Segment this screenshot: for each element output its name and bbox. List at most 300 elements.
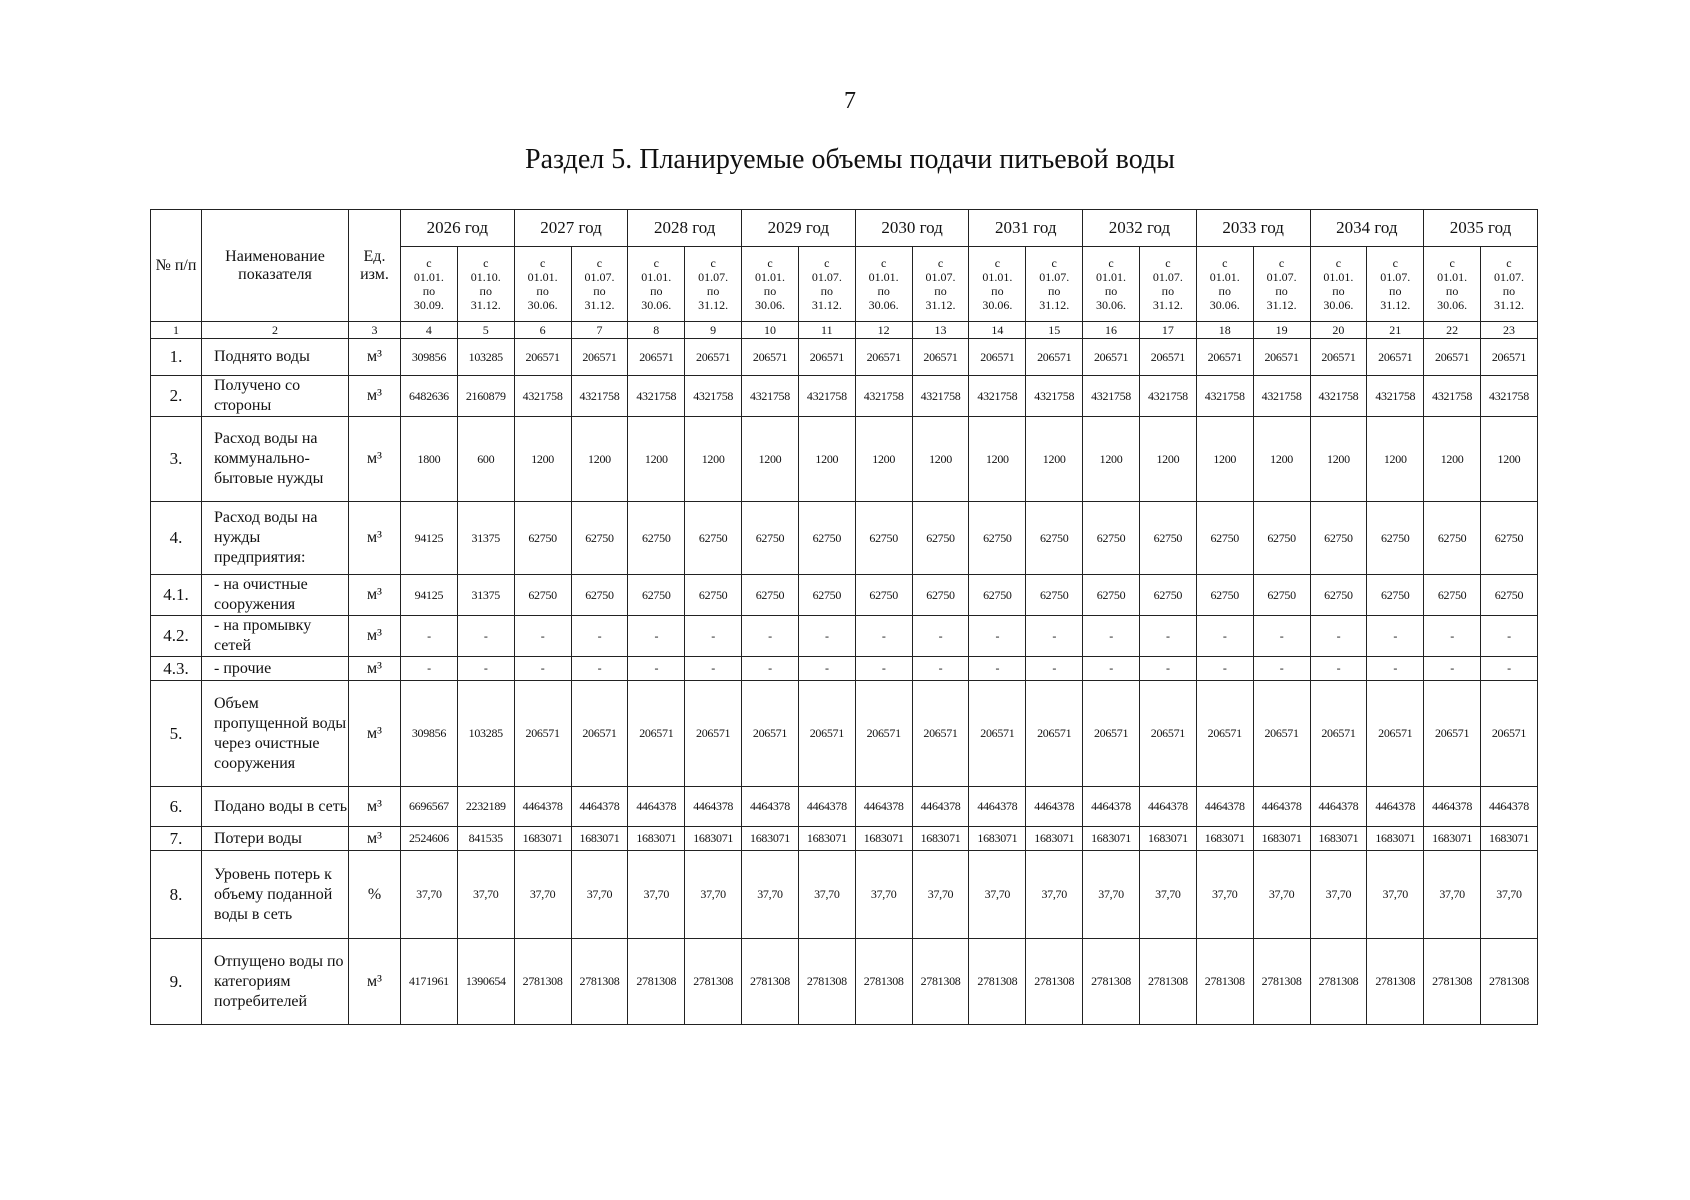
period-line: 30.06.	[982, 298, 1013, 312]
header-period	[514, 247, 571, 322]
row-name: Отпущено воды по категориям потребителей	[202, 939, 349, 1025]
row-value: 37,70	[969, 851, 1026, 939]
row-value: 2781308	[1481, 939, 1538, 1025]
row-value: 62750	[1424, 502, 1481, 575]
row-value: 37,70	[912, 851, 969, 939]
period-lines	[1197, 256, 1253, 312]
header-year: 2033 год	[1196, 210, 1310, 247]
column-number: 4	[401, 322, 458, 339]
row-number: 2.	[151, 376, 202, 417]
row-value: 4464378	[1424, 787, 1481, 827]
row-value: 206571	[1026, 339, 1083, 376]
row-value: 206571	[1253, 681, 1310, 787]
row-value: 1683071	[1310, 827, 1367, 851]
period-line: 01.01.	[413, 270, 444, 284]
row-name: - на очистные сооружения	[202, 575, 349, 616]
row-value: 62750	[1196, 575, 1253, 616]
period-line: 01.01.	[1209, 270, 1240, 284]
column-number: 13	[912, 322, 969, 339]
header-period	[912, 247, 969, 322]
table-row	[151, 376, 1538, 417]
period-line: 30.06.	[1437, 298, 1468, 312]
period-line: по	[422, 284, 436, 298]
page-number: 7	[844, 88, 856, 114]
period-lines	[1254, 256, 1310, 312]
period-line: 01.07.	[1380, 270, 1411, 284]
header-year: 2031 год	[969, 210, 1083, 247]
row-value: -	[1424, 657, 1481, 681]
period-line: 31.12.	[470, 298, 501, 312]
period-line: 01.07.	[1266, 270, 1297, 284]
row-value: 1683071	[1196, 827, 1253, 851]
period-lines	[572, 256, 628, 312]
header-year: 2032 год	[1083, 210, 1197, 247]
row-value: -	[628, 616, 685, 657]
row-value: 4464378	[571, 787, 628, 827]
period-line: по	[991, 284, 1004, 298]
row-value: 37,70	[742, 851, 799, 939]
period-line: по	[820, 284, 834, 298]
row-value: 206571	[1196, 339, 1253, 376]
period-line: 31.12.	[1039, 298, 1070, 312]
row-value: 62750	[1310, 502, 1367, 575]
period-line: 31.12.	[1493, 298, 1524, 312]
row-value: -	[514, 616, 571, 657]
row-value: 4321758	[855, 376, 912, 417]
row-value: 1200	[685, 417, 742, 502]
row-value: -	[1139, 616, 1196, 657]
row-number: 9.	[151, 939, 202, 1025]
period-line: с	[937, 256, 944, 270]
period-line: по	[479, 284, 492, 298]
row-value: 206571	[1310, 339, 1367, 376]
row-value: 2781308	[1083, 939, 1140, 1025]
period-line: 01.07.	[1152, 270, 1183, 284]
row-value: 1200	[1139, 417, 1196, 502]
row-value: 1200	[1481, 417, 1538, 502]
row-value: 4464378	[1083, 787, 1140, 827]
row-value: 1200	[855, 417, 912, 502]
period-lines	[515, 256, 571, 312]
period-line: 30.06.	[641, 298, 672, 312]
column-number: 2	[202, 322, 349, 339]
row-value: 62750	[628, 502, 685, 575]
row-number: 5.	[151, 681, 202, 787]
row-value: 62750	[1026, 502, 1083, 575]
row-value: 4321758	[1367, 376, 1424, 417]
row-value: -	[457, 657, 514, 681]
period-line: по	[1502, 284, 1516, 298]
period-lines	[628, 256, 684, 312]
row-value: -	[1310, 616, 1367, 657]
row-value: 1200	[1367, 417, 1424, 502]
table-row	[151, 575, 1538, 616]
row-value: 1683071	[1424, 827, 1481, 851]
period-line: с	[596, 256, 603, 270]
row-number: 6.	[151, 787, 202, 827]
header-year: 2026 год	[401, 210, 515, 247]
period-line: по	[536, 284, 549, 298]
row-value: 2781308	[685, 939, 742, 1025]
row-value: 1683071	[1083, 827, 1140, 851]
period-line: с	[1222, 256, 1228, 270]
table-row	[151, 827, 1538, 851]
column-number: 15	[1026, 322, 1083, 339]
row-value: 4321758	[969, 376, 1026, 417]
header-period	[401, 247, 458, 322]
row-value: -	[1367, 616, 1424, 657]
row-value: 206571	[628, 681, 685, 787]
row-value: -	[514, 657, 571, 681]
row-value: 62750	[1139, 502, 1196, 575]
row-value: 62750	[1083, 502, 1140, 575]
row-value: 62750	[912, 502, 969, 575]
header-period	[855, 247, 912, 322]
row-value: 62750	[912, 575, 969, 616]
column-number: 5	[457, 322, 514, 339]
row-value: 4464378	[855, 787, 912, 827]
period-lines	[685, 256, 741, 312]
row-value: 1390654	[457, 939, 514, 1025]
row-value: 2232189	[457, 787, 514, 827]
row-value: 2781308	[1310, 939, 1367, 1025]
period-line: с	[483, 256, 489, 270]
row-value: 4321758	[685, 376, 742, 417]
period-lines	[742, 256, 798, 312]
row-number: 4.1.	[151, 575, 202, 616]
header-period	[969, 247, 1026, 322]
period-line: 30.06.	[1096, 298, 1127, 312]
row-value: 4464378	[1367, 787, 1424, 827]
row-value: 1200	[742, 417, 799, 502]
period-line: по	[763, 284, 777, 298]
header-period	[1481, 247, 1538, 322]
column-number: 7	[571, 322, 628, 339]
row-value: 1200	[1196, 417, 1253, 502]
row-value: 1683071	[1367, 827, 1424, 851]
row-number: 4.3.	[151, 657, 202, 681]
column-number: 22	[1424, 322, 1481, 339]
row-value: 94125	[401, 575, 458, 616]
header-period	[798, 247, 855, 322]
row-value: 62750	[1367, 502, 1424, 575]
header-period	[1424, 247, 1481, 322]
row-value: -	[1083, 657, 1140, 681]
header-year: 2029 год	[742, 210, 856, 247]
header-period	[571, 247, 628, 322]
row-value: 1683071	[912, 827, 969, 851]
row-value: 62750	[1367, 575, 1424, 616]
row-value: 4464378	[912, 787, 969, 827]
header-column-numbers-row	[151, 322, 1538, 339]
row-value: -	[1139, 657, 1196, 681]
row-value: 37,70	[1026, 851, 1083, 939]
row-value: -	[742, 657, 799, 681]
row-number: 1.	[151, 339, 202, 376]
row-value: 2781308	[514, 939, 571, 1025]
table-row	[151, 851, 1538, 939]
row-value: -	[1196, 657, 1253, 681]
row-value: 206571	[571, 681, 628, 787]
row-unit: м³	[349, 502, 401, 575]
period-line: с	[710, 256, 716, 270]
row-value: 2781308	[969, 939, 1026, 1025]
table-row	[151, 502, 1538, 575]
row-value: 62750	[1253, 575, 1310, 616]
row-value: -	[912, 657, 969, 681]
row-value: 1683071	[742, 827, 799, 851]
row-value: -	[1253, 616, 1310, 657]
row-value: 1683071	[1139, 827, 1196, 851]
row-value: -	[1424, 616, 1481, 657]
row-value: 62750	[1083, 575, 1140, 616]
row-value: 37,70	[855, 851, 912, 939]
section-title: Раздел 5. Планируемые объемы подачи питьевой воды	[525, 144, 1175, 175]
period-line: по	[1161, 284, 1175, 298]
row-value: 206571	[1424, 681, 1481, 787]
row-value: 1683071	[798, 827, 855, 851]
row-value: 1683071	[1481, 827, 1538, 851]
row-value: 37,70	[685, 851, 742, 939]
row-value: 6482636	[401, 376, 458, 417]
row-value: 62750	[742, 575, 799, 616]
period-lines	[1367, 256, 1423, 312]
header-num: № п/п	[151, 210, 202, 322]
row-value: 37,70	[571, 851, 628, 939]
row-value: -	[571, 657, 628, 681]
period-line: с	[1335, 256, 1342, 270]
period-lines	[969, 256, 1025, 312]
row-unit: м³	[349, 616, 401, 657]
row-value: 206571	[514, 681, 571, 787]
row-value: -	[969, 616, 1026, 657]
period-line: с	[1278, 256, 1285, 270]
row-value: 62750	[628, 575, 685, 616]
period-line: 01.01.	[982, 270, 1013, 284]
row-value: 2781308	[1424, 939, 1481, 1025]
row-value: 206571	[912, 681, 969, 787]
period-line: с	[994, 256, 1001, 270]
row-value: 600	[457, 417, 514, 502]
header-period	[1367, 247, 1424, 322]
row-value: -	[1026, 657, 1083, 681]
row-value: 206571	[1367, 339, 1424, 376]
row-value: -	[1083, 616, 1140, 657]
row-value: 206571	[1139, 681, 1196, 787]
header-period	[1026, 247, 1083, 322]
period-line: с	[1449, 256, 1455, 270]
row-value: -	[1196, 616, 1253, 657]
row-value: 4321758	[1196, 376, 1253, 417]
row-value: 4321758	[1083, 376, 1140, 417]
row-value: 2781308	[1139, 939, 1196, 1025]
row-unit: м³	[349, 376, 401, 417]
period-line: 30.06.	[527, 298, 558, 312]
column-number: 10	[742, 322, 799, 339]
row-value: 62750	[1481, 502, 1538, 575]
period-line: по	[650, 284, 663, 298]
row-value: 62750	[969, 575, 1026, 616]
row-value: -	[628, 657, 685, 681]
row-value: 37,70	[1083, 851, 1140, 939]
row-name: Подано воды в сеть	[202, 787, 349, 827]
row-value: 4321758	[742, 376, 799, 417]
row-value: 4321758	[514, 376, 571, 417]
row-value: 62750	[685, 502, 742, 575]
column-number: 1	[151, 322, 202, 339]
period-line: 01.07.	[1493, 270, 1524, 284]
row-number: 8.	[151, 851, 202, 939]
row-unit: м³	[349, 939, 401, 1025]
row-value: -	[742, 616, 799, 657]
period-line: по	[1275, 284, 1288, 298]
row-value: 206571	[685, 339, 742, 376]
period-line: по	[706, 284, 720, 298]
column-number: 6	[514, 322, 571, 339]
period-lines	[458, 256, 514, 312]
row-value: 206571	[1083, 339, 1140, 376]
row-value: 103285	[457, 339, 514, 376]
period-lines	[1311, 256, 1367, 312]
row-value: 1200	[1310, 417, 1367, 502]
row-unit: %	[349, 851, 401, 939]
row-value: 4321758	[628, 376, 685, 417]
column-number: 8	[628, 322, 685, 339]
header-year: 2034 год	[1310, 210, 1424, 247]
row-value: -	[571, 616, 628, 657]
row-value: 62750	[855, 502, 912, 575]
period-line: с	[767, 256, 773, 270]
period-lines	[401, 256, 457, 312]
row-unit: м³	[349, 575, 401, 616]
row-value: 206571	[742, 339, 799, 376]
row-value: 206571	[685, 681, 742, 787]
period-line: с	[1108, 256, 1114, 270]
row-unit: м³	[349, 339, 401, 376]
column-number: 16	[1083, 322, 1140, 339]
row-value: 37,70	[628, 851, 685, 939]
row-value: 4321758	[798, 376, 855, 417]
period-line: 30.06.	[868, 298, 899, 312]
period-line: 30.06.	[1323, 298, 1354, 312]
row-value: 62750	[969, 502, 1026, 575]
period-line: с	[881, 256, 887, 270]
column-number: 18	[1196, 322, 1253, 339]
row-value: 1200	[514, 417, 571, 502]
row-value: -	[798, 616, 855, 657]
row-value: 4464378	[1139, 787, 1196, 827]
period-line: 01.07.	[584, 270, 615, 284]
header-year: 2030 год	[855, 210, 969, 247]
header-period	[457, 247, 514, 322]
row-value: -	[401, 616, 458, 657]
period-line: 01.07.	[1039, 270, 1070, 284]
row-value: 62750	[1196, 502, 1253, 575]
period-line: 30.06.	[1209, 298, 1240, 312]
row-value: 4321758	[1026, 376, 1083, 417]
row-value: 4464378	[1026, 787, 1083, 827]
row-value: 1200	[571, 417, 628, 502]
period-line: 01.01.	[641, 270, 672, 284]
period-line: по	[1104, 284, 1118, 298]
row-value: 206571	[742, 681, 799, 787]
row-unit: м³	[349, 827, 401, 851]
row-value: 62750	[1253, 502, 1310, 575]
row-value: 62750	[1481, 575, 1538, 616]
row-value: 1683071	[855, 827, 912, 851]
period-line: по	[593, 284, 606, 298]
row-value: 1683071	[685, 827, 742, 851]
period-line: по	[1389, 284, 1402, 298]
row-value: 62750	[514, 575, 571, 616]
row-unit: м³	[349, 787, 401, 827]
row-value: 62750	[571, 502, 628, 575]
row-value: 1200	[1083, 417, 1140, 502]
period-line: по	[1445, 284, 1459, 298]
header-period	[628, 247, 685, 322]
row-value: 4464378	[1196, 787, 1253, 827]
row-value: 2781308	[1026, 939, 1083, 1025]
row-value: -	[1026, 616, 1083, 657]
row-value: 62750	[798, 502, 855, 575]
column-number: 19	[1253, 322, 1310, 339]
table-row	[151, 657, 1538, 681]
row-value: 4171961	[401, 939, 458, 1025]
row-value: 62750	[514, 502, 571, 575]
row-value: 206571	[1481, 681, 1538, 787]
row-value: 206571	[969, 339, 1026, 376]
row-value: -	[401, 657, 458, 681]
period-line: 01.07.	[925, 270, 956, 284]
row-value: 37,70	[1253, 851, 1310, 939]
period-line: с	[426, 256, 432, 270]
row-value: -	[1310, 657, 1367, 681]
row-value: 4464378	[798, 787, 855, 827]
row-value: 37,70	[1481, 851, 1538, 939]
row-unit: м³	[349, 657, 401, 681]
row-value: 1683071	[571, 827, 628, 851]
row-number: 4.2.	[151, 616, 202, 657]
row-value: -	[685, 616, 742, 657]
row-value: 4464378	[514, 787, 571, 827]
period-line: по	[1047, 284, 1061, 298]
column-number: 12	[855, 322, 912, 339]
column-number: 17	[1139, 322, 1196, 339]
column-number: 20	[1310, 322, 1367, 339]
column-number: 21	[1367, 322, 1424, 339]
period-line: 31.12.	[1152, 298, 1183, 312]
row-value: -	[798, 657, 855, 681]
period-line: 01.01.	[527, 270, 558, 284]
period-line: с	[1506, 256, 1512, 270]
row-value: 4321758	[1424, 376, 1481, 417]
table-row	[151, 616, 1538, 657]
period-line: с	[653, 256, 659, 270]
row-value: 206571	[969, 681, 1026, 787]
column-number: 23	[1481, 322, 1538, 339]
row-value: 206571	[514, 339, 571, 376]
row-value: 37,70	[798, 851, 855, 939]
row-value: 4464378	[685, 787, 742, 827]
table-row	[151, 417, 1538, 502]
row-value: 309856	[401, 681, 458, 787]
row-value: 206571	[628, 339, 685, 376]
header-period	[1083, 247, 1140, 322]
column-number: 14	[969, 322, 1026, 339]
row-value: -	[855, 657, 912, 681]
row-value: 1683071	[628, 827, 685, 851]
row-value: 2781308	[1196, 939, 1253, 1025]
